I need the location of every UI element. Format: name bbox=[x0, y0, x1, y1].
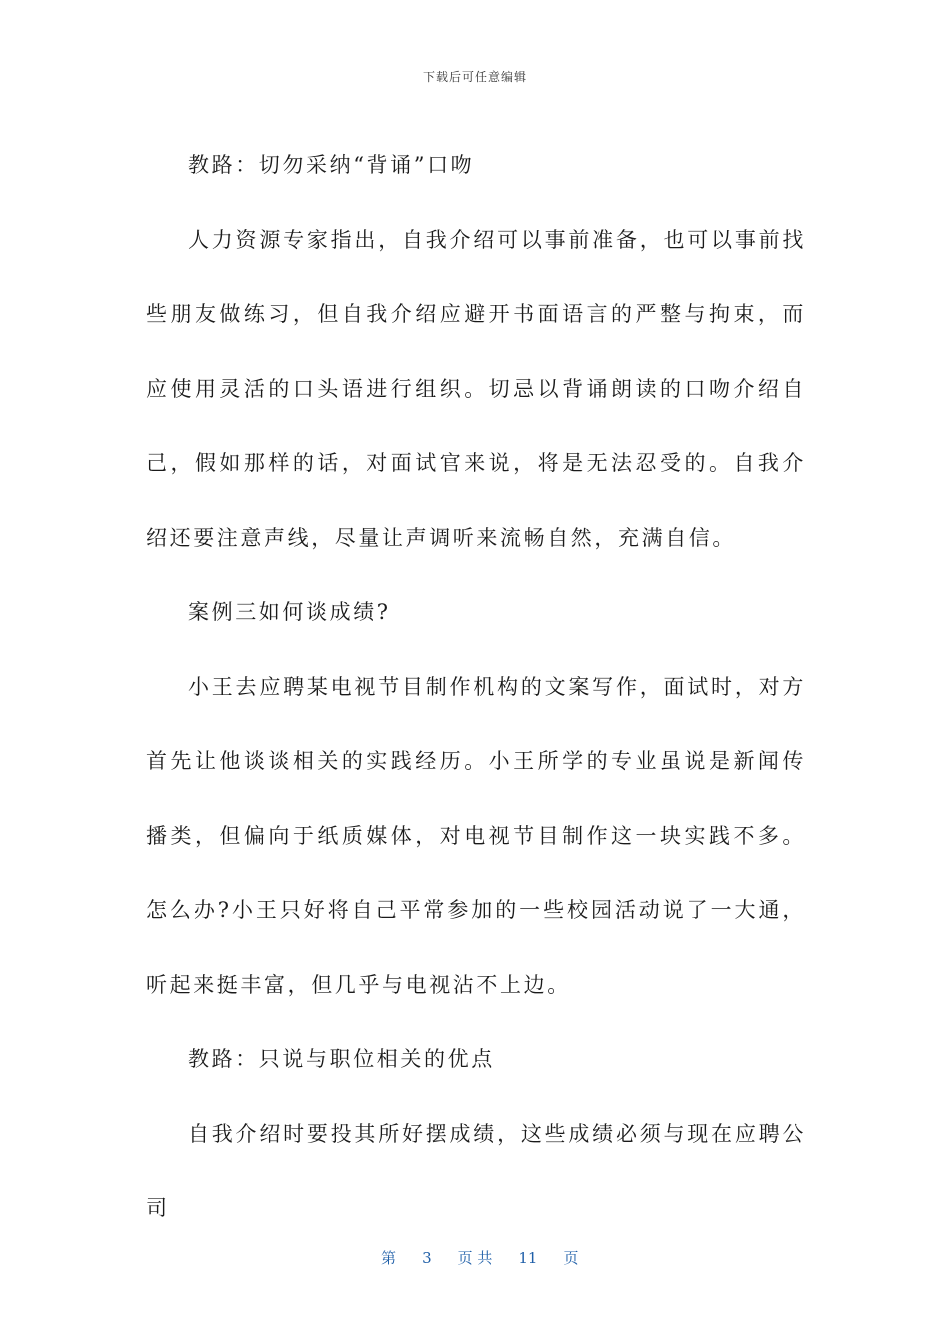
paragraph-heading-1: 教路：切勿采纳“背诵”口吻 bbox=[188, 153, 475, 177]
page-label-middle: 页 共 bbox=[457, 1249, 493, 1267]
page-label-prefix: 第 bbox=[381, 1249, 397, 1267]
page-footer bbox=[0, 1229, 950, 1268]
page-label-suffix: 页 bbox=[563, 1249, 579, 1267]
page-header: 下载后可任意编辑 bbox=[422, 70, 527, 84]
total-page-number: 11 bbox=[518, 1249, 538, 1267]
paragraph-heading-3: 教路：只说与职位相关的优点 bbox=[188, 1047, 495, 1071]
document-body bbox=[146, 128, 806, 1246]
paragraph-heading-2: 案例三如何谈成绩? bbox=[188, 600, 391, 624]
current-page-number: 3 bbox=[422, 1249, 432, 1267]
paragraph-3: 自我介绍时要投其所好摆成绩，这些成绩必须与现在应聘公司 bbox=[146, 1121, 806, 1220]
paragraph-2: 小王去应聘某电视节目制作机构的文案写作，面试时，对方首先让他谈谈相关的实践经历。小王所学的专业虽说是新闻传播类，但偏向于纸质媒体，对电视节目制作这一块实践不多。怎么办?小王只好将自己平常参加的一些校园活动说了一大通，听起来挺丰富，但几乎与电视沾不上边。 bbox=[146, 674, 806, 997]
paragraph-1: 人力资源专家指出，自我介绍可以事前准备，也可以事前找些朋友做练习，但自我介绍应避开书面语言的严整与拘束，而应使用灵活的口头语进行组织。切忌以背诵朗读的口吻介绍自己，假如那样的话，对面试官来说，将是无法忍受的。自我介绍还要注意声线，尽量让声调听来流畅自然，充满自信。 bbox=[146, 227, 806, 550]
